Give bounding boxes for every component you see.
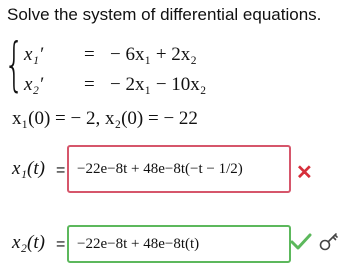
equation-2-lhs: x₂′: [24, 74, 44, 95]
system-brace: {: [4, 30, 25, 98]
equation-1-equals: =: [84, 44, 95, 65]
equation-1-rhs: − 6x₁ + 2x₂: [110, 44, 197, 65]
equation-1-lhs: x₁′: [24, 44, 44, 65]
key-icon[interactable]: [318, 231, 340, 258]
problem-title: Solve the system of differential equations.: [7, 5, 322, 24]
x-mark-icon: ✕: [296, 162, 313, 184]
answer-2-value: −22e−8t + 48e−8t(t): [77, 235, 200, 252]
answer-2-equals: =: [56, 236, 66, 253]
equation-2-rhs: − 2x₁ − 10x₂: [110, 74, 207, 95]
answer-1-label: x₁(t): [12, 158, 45, 179]
equation-1: [24, 44, 197, 70]
answer-1-value: −22e−8t + 48e−8t(−t − 1/2): [77, 160, 243, 177]
equation-2: [24, 74, 206, 100]
initial-conditions: x₁(0) = − 2, x₂(0) = − 22: [12, 108, 198, 129]
equation-system: [4, 30, 264, 104]
answer-1-input[interactable]: [67, 145, 291, 193]
checkmark-icon: [290, 232, 312, 257]
equation-2-equals: =: [84, 74, 95, 95]
answer-2-input[interactable]: [67, 225, 291, 263]
answer-1-equals: =: [56, 162, 66, 179]
answer-2-label: x₂(t): [12, 232, 45, 253]
